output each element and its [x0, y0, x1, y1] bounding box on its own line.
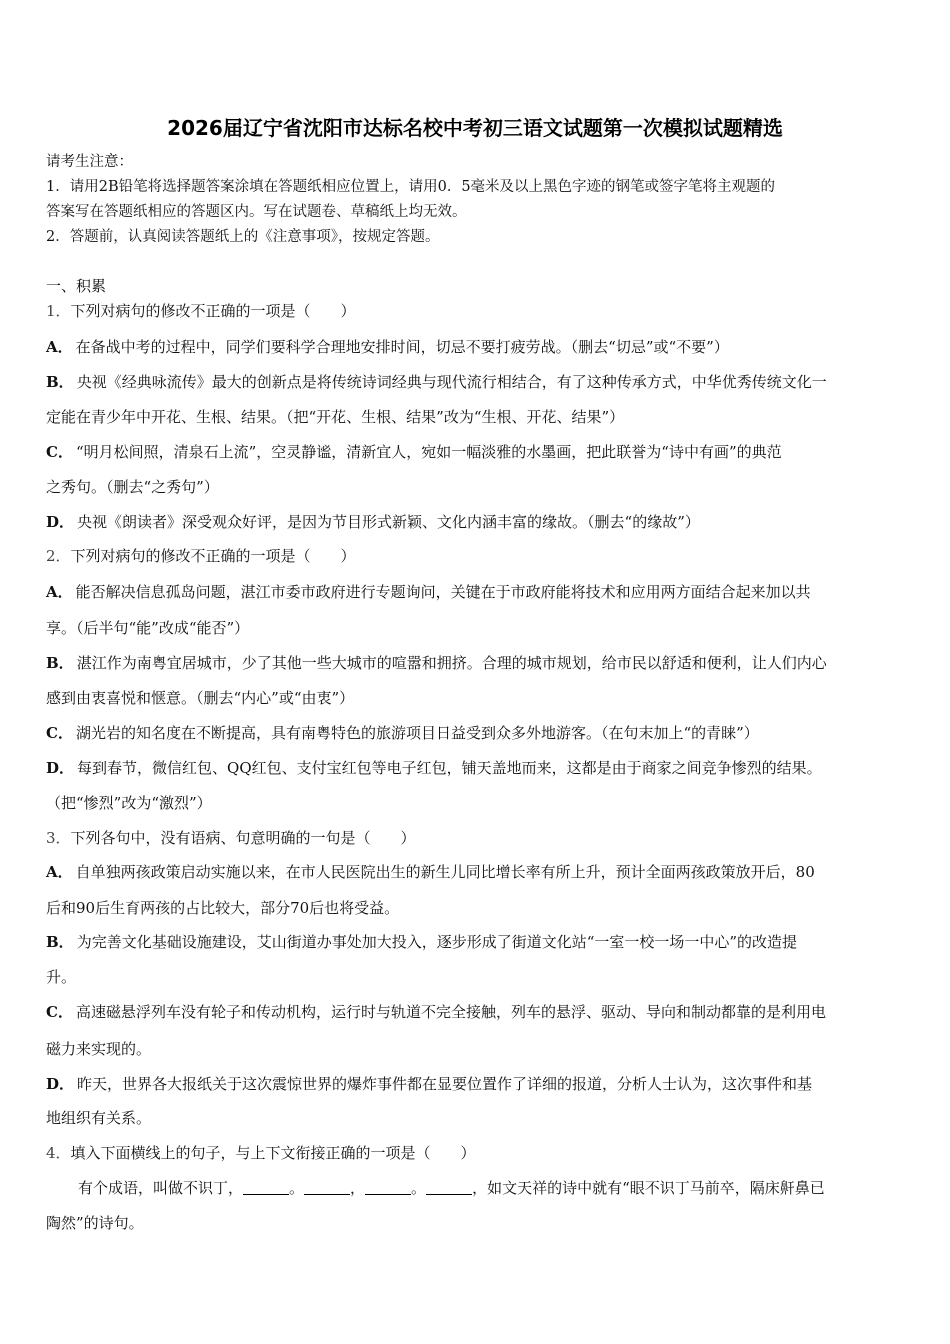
option-text: 为完善文化基础设施建设，艾山街道办事处加大投入，逐步形成了街道文化站“一室一校一场一中心”的改造提	[76, 933, 798, 951]
blank-3	[365, 1180, 411, 1195]
option-label: B．	[46, 654, 74, 672]
option-text: 湛江作为南粤宜居城市，少了其他一些大城市的喧嚣和拥挤。合理的城市规划，给市民以舒适和便利，让人们内心	[76, 654, 827, 672]
blank-1	[243, 1180, 289, 1195]
q3-option-d	[46, 1074, 812, 1094]
option-label: C．	[46, 724, 73, 742]
option-label: D．	[46, 513, 75, 531]
q3-stem	[46, 828, 416, 848]
option-label: B．	[46, 373, 74, 391]
q3-option-c-cont: 磁力来实现的。	[46, 1040, 152, 1058]
q1-option-b	[46, 372, 827, 392]
notice-line-2: 2．答题前，认真阅读答题纸上的《注意事项》，按规定答题。	[46, 229, 440, 245]
q3-option-c	[46, 1002, 826, 1022]
q1-stem-text: 下列对病句的修改不正确的一项是（ ）	[70, 302, 356, 320]
q2-option-d-cont: （把“惨烈”改为“激烈”）	[46, 794, 212, 812]
option-text: 央视《经典咏流传》最大的创新点是将传统诗词经典与现代流行相结合，有了这种传承方式，中华优秀传统文化一	[76, 373, 827, 391]
passage-punct: 。	[289, 1179, 305, 1197]
q3-option-b	[46, 932, 797, 952]
option-text: 能否解决信息孤岛问题，湛江市委市政府进行专题询问，关键在于市政府能将技术和应用两方面结合起来加以共	[75, 583, 811, 601]
section-heading: 一、积累	[46, 277, 107, 295]
notice-line-1b: 答案写在答题纸相应的答题区内。写在试题卷、草稿纸上均无效。	[46, 204, 467, 220]
q2-option-d	[46, 758, 822, 778]
q1-option-c	[46, 442, 782, 462]
q3-number: 3．	[46, 829, 71, 847]
option-text: 在备战中考的过程中，同学们要科学合理地安排时间，切忌不要打疲劳战。（删去“切忌”或“不要”）	[75, 338, 729, 356]
q4-passage-line-2: 陶然”的诗句。	[46, 1214, 144, 1232]
q1-option-a	[46, 337, 729, 357]
q2-option-b-cont: 感到由衷喜悦和惬意。（删去“内心”或“由衷”）	[46, 689, 355, 707]
option-text: 自单独两孩政策启动实施以来，在市人民医院出生的新生儿同比增长率有所上升，预计全面两孩政策放开后，80	[75, 863, 815, 881]
q1-option-d	[46, 512, 700, 532]
q4-number: 4．	[46, 1144, 71, 1162]
option-text: 每到春节，微信红包、QQ红包、支付宝红包等电子红包，铺天盖地而来，这都是由于商家之间竞争惨烈的结果。	[77, 759, 822, 777]
passage-text: ，如文天祥的诗中就有“眼不识丁马前卒，隔床鼾鼻已	[472, 1179, 825, 1197]
q3-option-a	[46, 862, 815, 882]
option-text: 昨天，世界各大报纸关于这次震惊世界的爆炸事件都在显要位置作了详细的报道，分析人士认为，这次事件和基	[77, 1075, 813, 1093]
blank-2	[304, 1180, 350, 1195]
blank-4	[426, 1180, 472, 1195]
option-label: A．	[46, 863, 73, 881]
option-text: “明月松间照，清泉石上流”，空灵静谧，清新宜人，宛如一幅淡雅的水墨画，把此联誉为“诗中有画”的典范	[75, 443, 782, 461]
q3-option-b-cont: 升。	[46, 968, 77, 986]
option-label: D．	[46, 759, 75, 777]
option-label: C．	[46, 443, 73, 461]
q1-stem	[46, 301, 356, 321]
option-text: 湖光岩的知名度在不断提高，具有南粤特色的旅游项目日益受到众多外地游客。（在句末加上“的青睐”）	[75, 724, 759, 742]
q2-number: 2．	[46, 547, 71, 565]
q2-stem-text: 下列对病句的修改不正确的一项是（ ）	[70, 547, 356, 565]
option-text: 央视《朗读者》深受观众好评，是因为节目形式新颖、文化内涵丰富的缘故。（删去“的缘故”）	[77, 513, 700, 531]
q1-option-c-cont: 之秀句。（删去“之秀句”）	[46, 478, 219, 496]
option-text: 高速磁悬浮列车没有轮子和传动机构，运行时与轨道不完全接触，列车的悬浮、驱动、导向和制动都靠的是利用电	[75, 1003, 826, 1021]
q4-passage-line-1	[78, 1178, 825, 1198]
option-label: B．	[46, 933, 74, 951]
q3-option-a-cont: 后和90后生育两孩的占比较大，部分70后也将受益。	[46, 899, 400, 917]
q2-option-a-cont: 享。（后半句“能”改成“能否”）	[46, 619, 250, 637]
q2-option-b	[46, 653, 827, 673]
q2-stem	[46, 546, 356, 566]
q3-option-d-cont: 地组织有关系。	[46, 1109, 152, 1127]
page-title: 2026届辽宁省沈阳市达标名校中考初三语文试题第一次模拟试题精选	[167, 116, 783, 140]
notice-line-1a: 1．请用2B铅笔将选择题答案涂填在答题纸相应位置上，请用0．5毫米及以上黑色字迹的钢笔或签字笔将主观题的	[46, 179, 776, 195]
option-label: C．	[46, 1003, 73, 1021]
option-label: A．	[46, 583, 73, 601]
q1-number: 1．	[46, 302, 71, 320]
q3-stem-text: 下列各句中，没有语病、句意明确的一句是（ ）	[70, 829, 416, 847]
passage-text: 有个成语，叫做不识丁，	[78, 1179, 244, 1197]
q4-stem	[46, 1143, 476, 1163]
option-label: D．	[46, 1075, 75, 1093]
passage-punct: 。	[411, 1179, 427, 1197]
passage-punct: ，	[350, 1179, 366, 1197]
q4-stem-text: 填入下面横线上的句子，与上下文衔接正确的一项是（ ）	[70, 1144, 476, 1162]
q1-option-b-cont: 定能在青少年中开花、生根、结果。（把“开花、生根、结果”改为“生根、开花、结果”）	[46, 408, 625, 426]
notice-heading: 请考生注意：	[46, 154, 133, 170]
q2-option-a	[46, 582, 811, 602]
option-label: A．	[46, 338, 73, 356]
q2-option-c	[46, 723, 759, 743]
